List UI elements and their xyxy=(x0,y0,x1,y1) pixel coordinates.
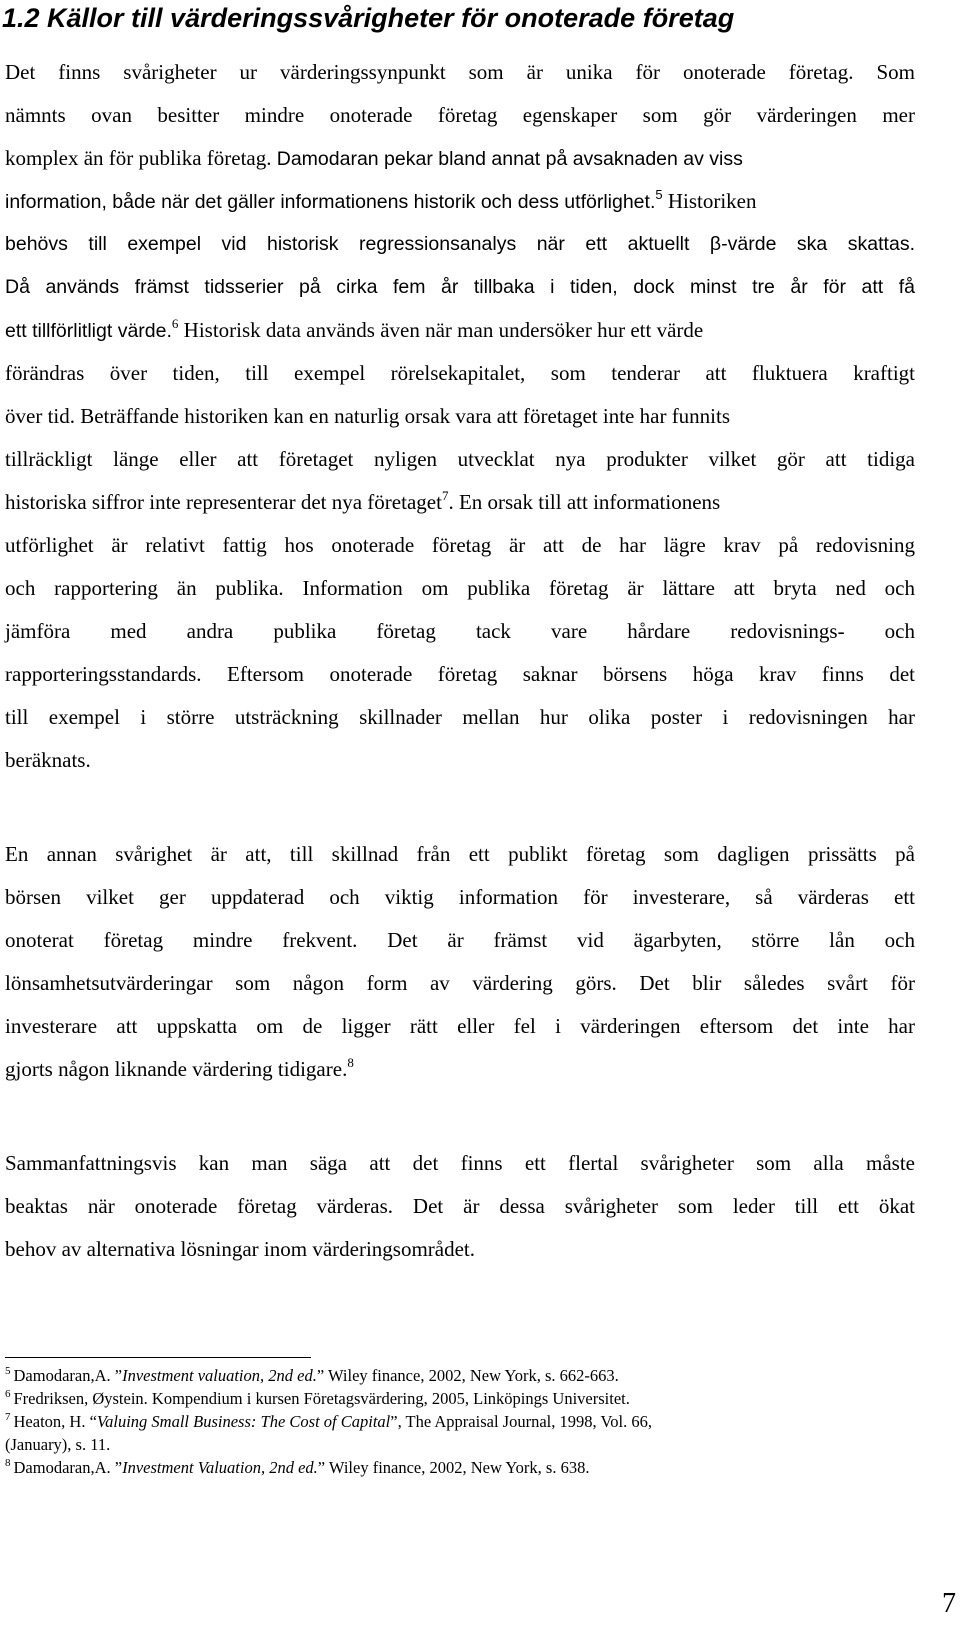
page-number: 7 xyxy=(942,1588,956,1619)
text-span: över tid. xyxy=(5,404,81,428)
footnote-text: ”, The Appraisal Journal, 1998, Vol. 66, xyxy=(390,1412,652,1431)
text-line: till exempel i större utsträckning skillnader mellan hur olika poster i redovisningen har xyxy=(5,705,915,729)
text-line xyxy=(5,1055,915,1083)
text-line: behov av alternativa lösningar inom värderingsområdet. xyxy=(5,1237,476,1261)
text-line xyxy=(5,187,915,216)
text-line: tillräckligt länge eller att företaget nyligen utvecklat nya produkter vilket gör att tidiga xyxy=(5,447,915,471)
text-line: beaktas när onoterade företag värderas. Det är dessa svårigheter som leder till ett ökat xyxy=(5,1194,915,1218)
footnote-number: 7 xyxy=(5,1411,11,1423)
footnote-ref-7[interactable]: 7 xyxy=(441,488,449,503)
text-line: onoterat företag mindre frekvent. Det är främst vid ägarbyten, större lån och xyxy=(5,928,915,952)
footnote-ref-5[interactable]: 5 xyxy=(655,187,663,202)
text-line: utförlighet är relativt fattig hos onoterade företag är att de har lägre krav på redovisning xyxy=(5,533,915,557)
text-line xyxy=(5,316,915,345)
text-line: beräknats. xyxy=(5,748,91,772)
text-line: börsen vilket ger uppdaterad och viktig information för investerare, så värderas ett xyxy=(5,885,915,909)
text-line: förändras över tiden, till exempel rörelsekapitalet, som tenderar att fluktuera kraftigt xyxy=(5,361,915,385)
text-line: En annan svårighet är att, till skillnad från ett publikt företag som dagligen prissätts på xyxy=(5,842,915,866)
footnote-text: ” Wiley finance, 2002, New York, s. 662-663. xyxy=(316,1366,619,1385)
text-line: och rapportering än publika. Information om publika företag är lättare att bryta ned och xyxy=(5,576,915,600)
section-heading: 1.2 Källor till värderingssvårigheter för onoterade företag xyxy=(2,3,735,33)
text-span: information, både när det gäller informationens historik och dess utförlighet. xyxy=(5,191,656,213)
footnote-separator xyxy=(5,1357,311,1358)
footnote-text: Heaton, H. “ xyxy=(13,1412,97,1431)
footnote-title: Investment valuation, 2nd ed. xyxy=(122,1366,317,1385)
text-line: lönsamhetsutvärderingar som någon form av värdering görs. Det blir således svårt för xyxy=(5,971,915,995)
footnote-number: 8 xyxy=(5,1457,11,1469)
footnote-number: 6 xyxy=(5,1388,11,1400)
text-line: Det finns svårigheter ur värderingssynpunkt som är unika för onoterade företag. Som xyxy=(5,60,915,84)
footnote-ref-6[interactable]: 6 xyxy=(171,316,179,331)
text-line xyxy=(5,488,915,516)
text-line: rapporteringsstandards. Eftersom onoterade företag saknar börsens höga krav finns det xyxy=(5,662,915,686)
text-line: jämföra med andra publika företag tack vare hårdare redovisnings- och xyxy=(5,619,915,643)
text-line: nämnts ovan besitter mindre onoterade företag egenskaper som gör värderingen mer xyxy=(5,103,915,127)
footnote-title: Valuing Small Business: The Cost of Capital xyxy=(96,1412,391,1431)
footnote-number: 5 xyxy=(5,1365,11,1377)
text-span: ett tillförlitligt värde. xyxy=(5,320,172,342)
text-line: investerare att uppskatta om de ligger rätt eller fel i värderingen eftersom det inte har xyxy=(5,1014,915,1038)
footnote-7 xyxy=(5,1411,835,1433)
footnote-text: Damodaran,A. ” xyxy=(13,1366,123,1385)
footnote-title: Investment Valuation, 2nd ed. xyxy=(122,1458,318,1477)
text-span: historiska siffror inte representerar det nya företaget xyxy=(5,490,442,514)
text-span: . En orsak till att informationens xyxy=(448,490,721,514)
text-span: komplex än för publika företag. xyxy=(5,146,277,170)
text-span: Damodaran pekar bland annat på avsaknaden av viss xyxy=(276,148,743,170)
footnote-5 xyxy=(5,1365,835,1387)
footnote-text: ” Wiley finance, 2002, New York, s. 638. xyxy=(317,1458,590,1477)
text-span: Historisk data används även när man undersöker hur ett värde xyxy=(178,318,704,342)
text-span: Historiken xyxy=(662,189,757,213)
footnote-7-continued: (January), s. 11. xyxy=(5,1435,111,1454)
text-span: gjorts någon liknande värdering tidigare. xyxy=(5,1057,348,1081)
footnote-text: Fredriksen, Øystein. Kompendium i kursen Företagsvärdering, 2005, Linköpings Universitet. xyxy=(13,1389,630,1408)
text-span: Beträffande historiken kan en naturlig orsak vara att företaget inte har funnits xyxy=(80,404,731,428)
footnote-6 xyxy=(5,1388,835,1410)
text-line xyxy=(5,144,915,173)
text-line xyxy=(5,402,915,430)
text-line: behövs till exempel vid historisk regressionsanalys när ett aktuellt β-värde ska skattas. xyxy=(5,233,915,255)
text-line: Sammanfattningsvis kan man säga att det finns ett flertal svårigheter som alla måste xyxy=(5,1151,915,1175)
text-line: Då används främst tidsserier på cirka fem år tillbaka i tiden, dock minst tre år för att få xyxy=(5,276,915,298)
footnote-ref-8[interactable]: 8 xyxy=(347,1055,354,1070)
footnote-text: Damodaran,A. ” xyxy=(13,1458,123,1477)
footnote-8 xyxy=(5,1457,835,1479)
